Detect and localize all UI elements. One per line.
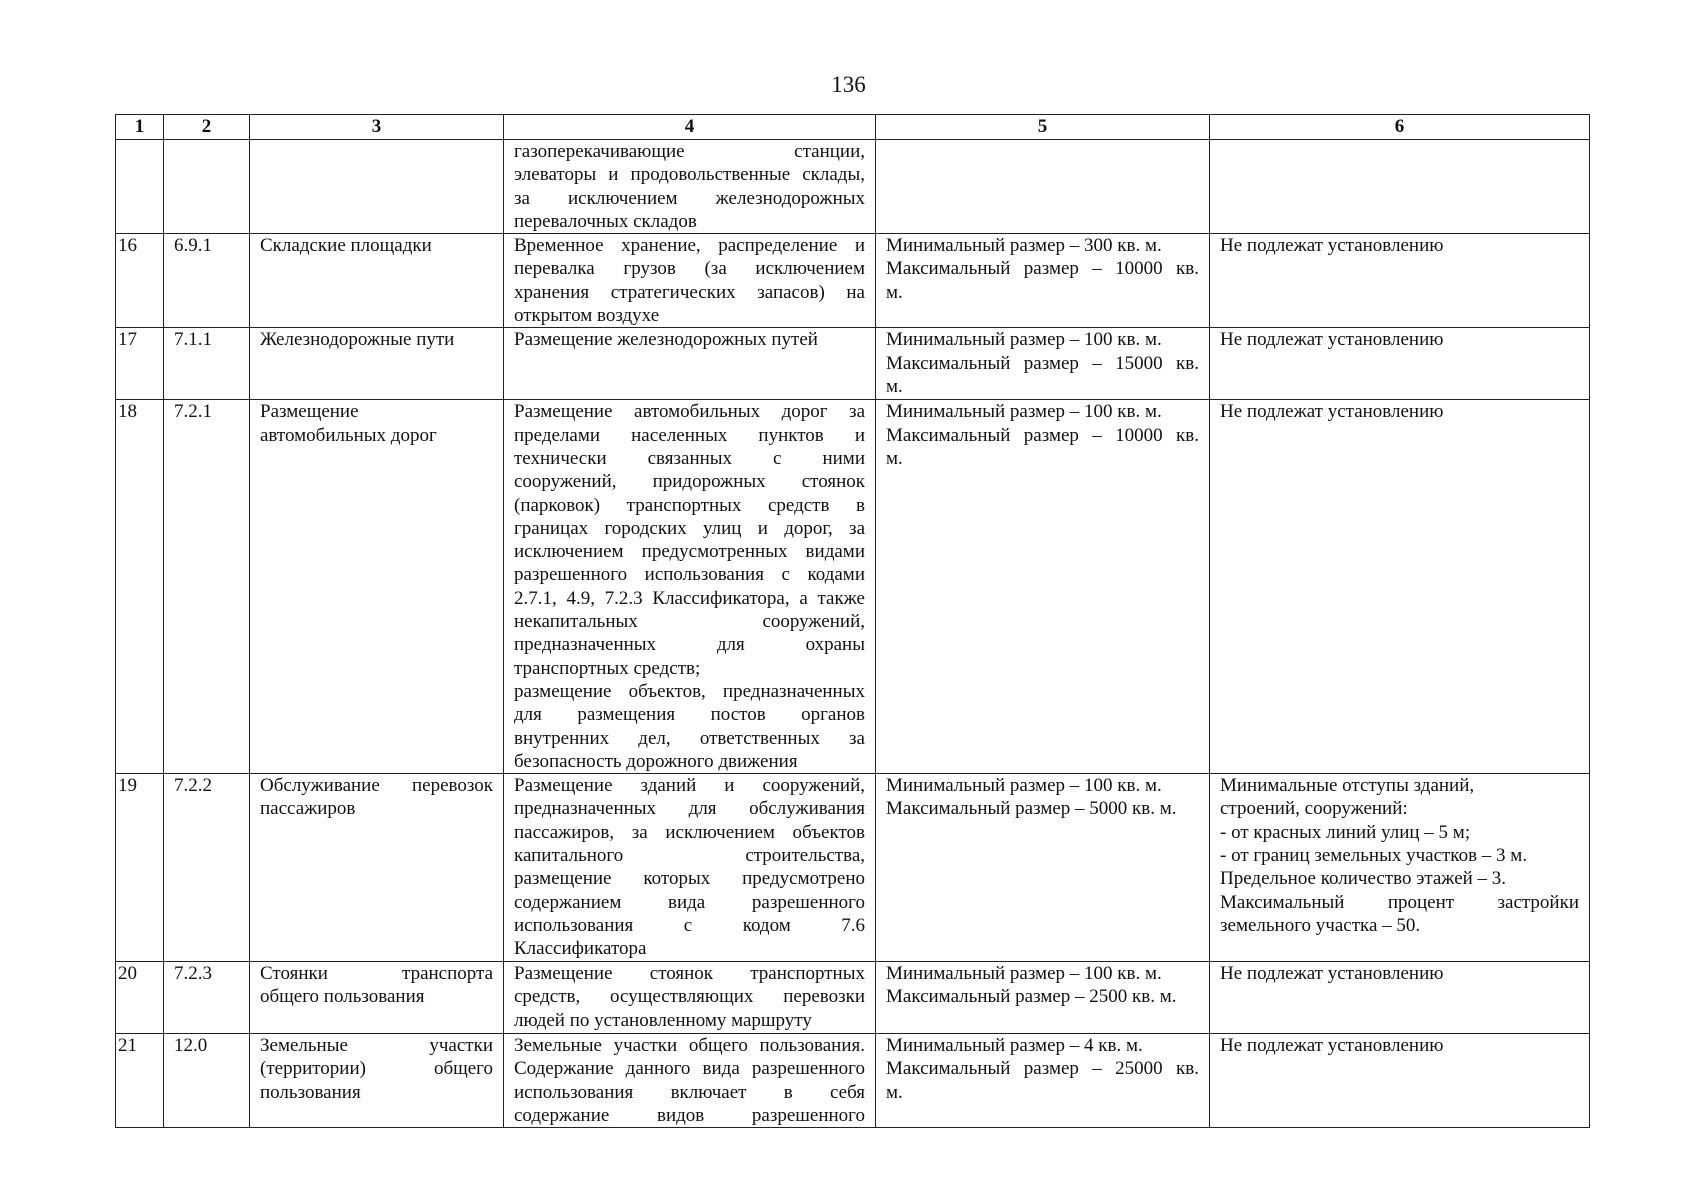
plot-size-cell bbox=[876, 140, 1210, 234]
table-body bbox=[116, 140, 1590, 1128]
code-cell: 7.2.3 bbox=[164, 962, 250, 1034]
use-name-cell: Железнодорожные пути bbox=[250, 328, 504, 400]
table-row bbox=[116, 400, 1590, 774]
use-name-cell: Обслуживание перевозок пассажиров bbox=[250, 774, 504, 962]
use-name-cell: Складские площадки bbox=[250, 234, 504, 328]
table-row bbox=[116, 140, 1590, 234]
code-cell: 7.2.1 bbox=[164, 400, 250, 774]
row-number-cell: 17 bbox=[116, 328, 164, 400]
code-cell: 7.2.2 bbox=[164, 774, 250, 962]
table-header-row bbox=[116, 115, 1590, 140]
code-cell bbox=[164, 140, 250, 234]
build-params-cell: Не подлежат установлению bbox=[1210, 328, 1590, 400]
description-cell: газоперекачивающие станции, элеваторы и продовольственные склады, за исключением железнодорожных перевалочных складов bbox=[504, 140, 876, 234]
column-header: 6 bbox=[1210, 115, 1590, 140]
table-row bbox=[116, 962, 1590, 1034]
column-header: 2 bbox=[164, 115, 250, 140]
table-row bbox=[116, 1034, 1590, 1128]
column-header: 5 bbox=[876, 115, 1210, 140]
build-params-cell: Не подлежат установлению bbox=[1210, 400, 1590, 774]
build-params-cell: Не подлежат установлению bbox=[1210, 234, 1590, 328]
use-name-cell: Стоянки транспорта общего пользования bbox=[250, 962, 504, 1034]
row-number-cell: 19 bbox=[116, 774, 164, 962]
build-params-cell: Не подлежат установлению bbox=[1210, 962, 1590, 1034]
zoning-table bbox=[115, 114, 1590, 1128]
description-cell: Земельные участки общего пользования. Содержание данного вида разрешенного использования включает в себя содержание видов разрешенного bbox=[504, 1034, 876, 1128]
use-name-cell: Земельные участки (территории) общего пользования bbox=[250, 1034, 504, 1128]
column-header: 1 bbox=[116, 115, 164, 140]
column-header: 3 bbox=[250, 115, 504, 140]
code-cell: 7.1.1 bbox=[164, 328, 250, 400]
description-cell: Размещение зданий и сооружений, предназначенных для обслуживания пассажиров, за исключением объектов капитального строительства, размещение которых предусмотрено содержанием вида разрешенного использования с кодом 7.6 Классификатора bbox=[504, 774, 876, 962]
row-number-cell bbox=[116, 140, 164, 234]
plot-size-cell: Минимальный размер – 100 кв. м. Максимальный размер – 15000 кв. м. bbox=[876, 328, 1210, 400]
table-row bbox=[116, 234, 1590, 328]
table-row bbox=[116, 774, 1590, 962]
use-name-cell bbox=[250, 140, 504, 234]
code-cell: 12.0 bbox=[164, 1034, 250, 1128]
column-header: 4 bbox=[504, 115, 876, 140]
description-cell: Размещение железнодорожных путей bbox=[504, 328, 876, 400]
plot-size-cell: Минимальный размер – 100 кв. м. Максимальный размер – 10000 кв. м. bbox=[876, 400, 1210, 774]
build-params-cell: Минимальные отступы зданий, строений, сооружений: - от красных линий улиц – 5 м; - от границ земельных участков – 3 м. Предельное количество этажей – 3. Максимальный процент застройки земельного участка – 50. bbox=[1210, 774, 1590, 962]
row-number-cell: 21 bbox=[116, 1034, 164, 1128]
build-params-cell: Не подлежат установлению bbox=[1210, 1034, 1590, 1128]
plot-size-cell: Минимальный размер – 100 кв. м. Максимальный размер – 5000 кв. м. bbox=[876, 774, 1210, 962]
row-number-cell: 20 bbox=[116, 962, 164, 1034]
description-cell: Временное хранение, распределение и перевалка грузов (за исключением хранения стратегических запасов) на открытом воздухе bbox=[504, 234, 876, 328]
plot-size-cell: Минимальный размер – 4 кв. м. Максимальный размер – 25000 кв. м. bbox=[876, 1034, 1210, 1128]
page-number: 136 bbox=[831, 72, 866, 97]
plot-size-cell: Минимальный размер – 100 кв. м. Максимальный размер – 2500 кв. м. bbox=[876, 962, 1210, 1034]
table-row bbox=[116, 328, 1590, 400]
description-cell: Размещение автомобильных дорог за пределами населенных пунктов и технически связанных с ними сооружений, придорожных стоянок (парковок) транспортных средств в границах городских улиц и дорог, за исключением предусмотренных видами разрешенного использования с кодами 2.7.1, 4.9, 7.2.3 Классификатора, а также некапитальных сооружений, предназначенных для охраны транспортных средств; размещение объектов, предназначенных для размещения постов органов внутренних дел, ответственных за безопасность дорожного движения bbox=[504, 400, 876, 774]
description-cell: Размещение стоянок транспортных средств, осуществляющих перевозки людей по установленному маршруту bbox=[504, 962, 876, 1034]
row-number-cell: 16 bbox=[116, 234, 164, 328]
code-cell: 6.9.1 bbox=[164, 234, 250, 328]
plot-size-cell: Минимальный размер – 300 кв. м. Максимальный размер – 10000 кв. м. bbox=[876, 234, 1210, 328]
build-params-cell bbox=[1210, 140, 1590, 234]
row-number-cell: 18 bbox=[116, 400, 164, 774]
use-name-cell: Размещение автомобильных дорог bbox=[250, 400, 504, 774]
